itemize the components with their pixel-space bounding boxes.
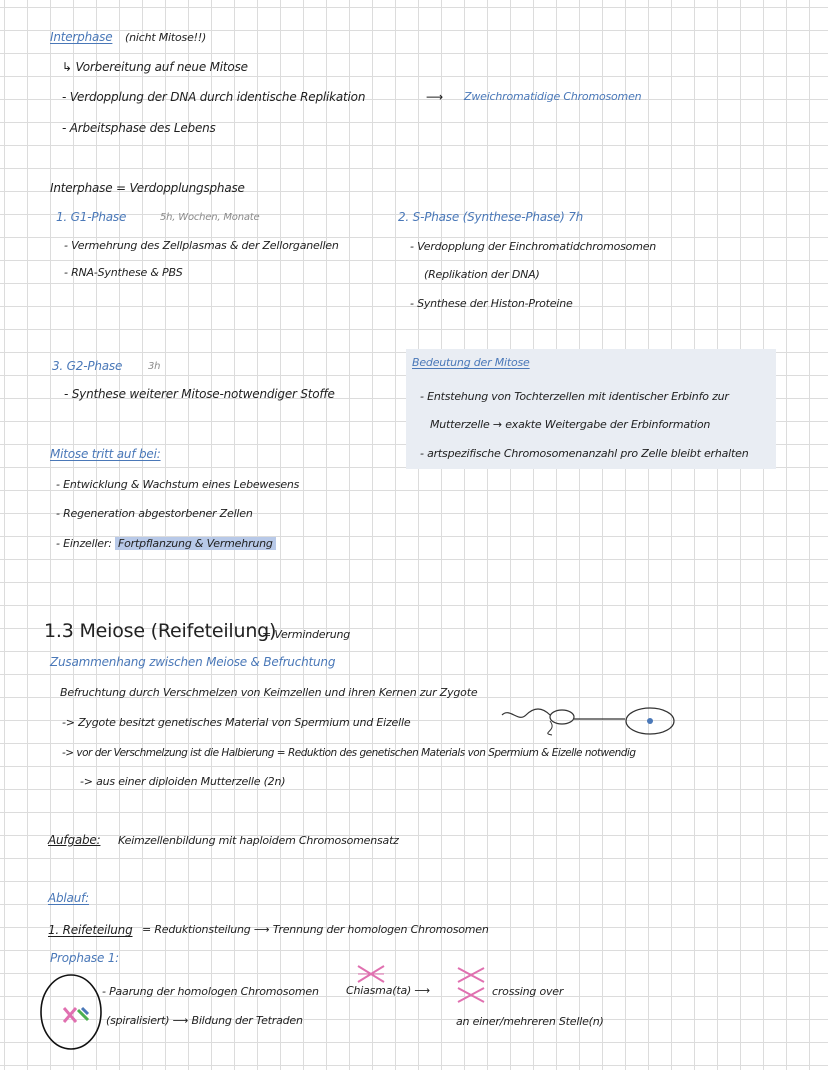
chiasma-icon xyxy=(356,964,386,984)
cell-drawing xyxy=(38,970,108,1050)
sperm-tail xyxy=(502,709,550,717)
prophase-label: Prophase 1: xyxy=(50,951,120,965)
interphase-line-3: - Arbeitsphase des Lebens xyxy=(62,121,216,135)
meiose-line-1: Befruchtung durch Verschmelzen von Keimzellen und ihren Kernen zur Zygote xyxy=(60,686,478,699)
mitose-tritt-title: Mitose tritt auf bei: xyxy=(50,447,161,461)
g1-item-1: - Vermehrung des Zellplasmas & der Zellorganellen xyxy=(64,239,339,252)
s-item-1b: (Replikation der DNA) xyxy=(424,268,540,281)
s-item-2: - Synthese der Histon-Proteine xyxy=(410,297,573,310)
phases-heading: Interphase = Verdopplungsphase xyxy=(50,181,245,195)
crossing-label-b: an einer/mehreren Stelle(n) xyxy=(456,1015,604,1028)
prophase-item-1b: (spiralisiert) ⟶ Bildung der Tetraden xyxy=(106,1014,303,1027)
meiose-subtitle: Zusammenhang zwischen Meiose & Befruchtung xyxy=(50,655,336,669)
bedeutung-item-2: - artspezifische Chromosomenanzahl pro Zelle bleibt erhalten xyxy=(420,447,749,460)
s-phase-label: 2. S-Phase (Synthese-Phase) 7h xyxy=(398,210,584,224)
mitose-tritt-item-3 xyxy=(56,537,276,550)
bedeutung-item-1: - Entstehung von Tochterzellen mit identischer Erbinfo zur xyxy=(420,390,729,403)
g2-item-1: - Synthese weiterer Mitose-notwendiger Stoffe xyxy=(64,387,335,401)
mitose-tritt-item-2: - Regeneration abgestorbener Zellen xyxy=(56,507,253,520)
reifeteilung-label: 1. Reifeteilung xyxy=(48,923,133,937)
meiose-line-3: -> vor der Verschmelzung ist die Halbierung = Reduktion des genetischen Materials von Spermium & Eizelle notwendig xyxy=(62,747,636,759)
interphase-title: Interphase xyxy=(50,30,113,44)
egg-nucleus xyxy=(647,718,653,724)
reifeteilung-rest: = Reduktionsteilung ⟶ Trennung der homologen Chromosomen xyxy=(142,923,489,936)
sperm-head xyxy=(550,710,574,724)
g1-phase-note: 5h, Wochen, Monate xyxy=(160,212,260,223)
prophase-item-1: - Paarung der homologen Chromosomen xyxy=(102,985,319,998)
meiose-heading: 1.3 Meiose (Reifeteilung) xyxy=(44,620,277,642)
crossing-cross-top xyxy=(458,968,484,982)
meiose-heading-note: = Verminderung xyxy=(262,628,351,641)
g1-phase-label: 1. G1-Phase xyxy=(56,210,127,224)
mitose-tritt-item-3-prefix: - Einzeller: xyxy=(56,537,112,550)
g2-phase-label: 3. G2-Phase xyxy=(52,359,123,373)
mitose-tritt-item-3-highlight: Fortpflanzung & Vermehrung xyxy=(115,537,276,550)
interphase-line-2-result: Zweichromatidige Chromosomen xyxy=(464,90,642,103)
interphase-line-1: ↳ Vorbereitung auf neue Mitose xyxy=(62,60,248,74)
interphase-title-note: (nicht Mitose!!) xyxy=(125,31,207,44)
bedeutung-item-1b: Mutterzelle → exakte Weitergabe der Erbinformation xyxy=(430,418,711,431)
ablauf-title: Ablauf: xyxy=(48,891,89,905)
mitose-tritt-item-1: - Entwicklung & Wachstum eines Lebewesens xyxy=(56,478,300,491)
interphase-line-2-arrow: ⟶ xyxy=(426,90,444,104)
crossing-icon xyxy=(456,966,486,1006)
aufgabe-text: Keimzellenbildung mit haploidem Chromosomensatz xyxy=(118,834,399,847)
meiose-line-2: -> Zygote besitzt genetisches Material von Spermium und Eizelle xyxy=(62,716,411,729)
g2-phase-note: 3h xyxy=(148,361,161,372)
bedeutung-title: Bedeutung der Mitose xyxy=(412,356,530,369)
chiasma-label: Chiasma(ta) ⟶ xyxy=(346,984,430,997)
crossing-label: crossing over xyxy=(492,985,564,998)
g1-item-2: - RNA-Synthese & PBS xyxy=(64,266,183,279)
crossing-cross-bottom xyxy=(458,988,484,1002)
aufgabe-label: Aufgabe: xyxy=(48,833,101,847)
sperm-egg-drawing xyxy=(500,705,700,745)
arrow-to-line xyxy=(548,721,552,735)
s-item-1: - Verdopplung der Einchromatidchromosomen xyxy=(410,240,657,253)
meiose-line-4: -> aus einer diploiden Mutterzelle (2n) xyxy=(80,775,286,788)
interphase-line-2: - Verdopplung der DNA durch identische Replikation xyxy=(62,90,366,104)
